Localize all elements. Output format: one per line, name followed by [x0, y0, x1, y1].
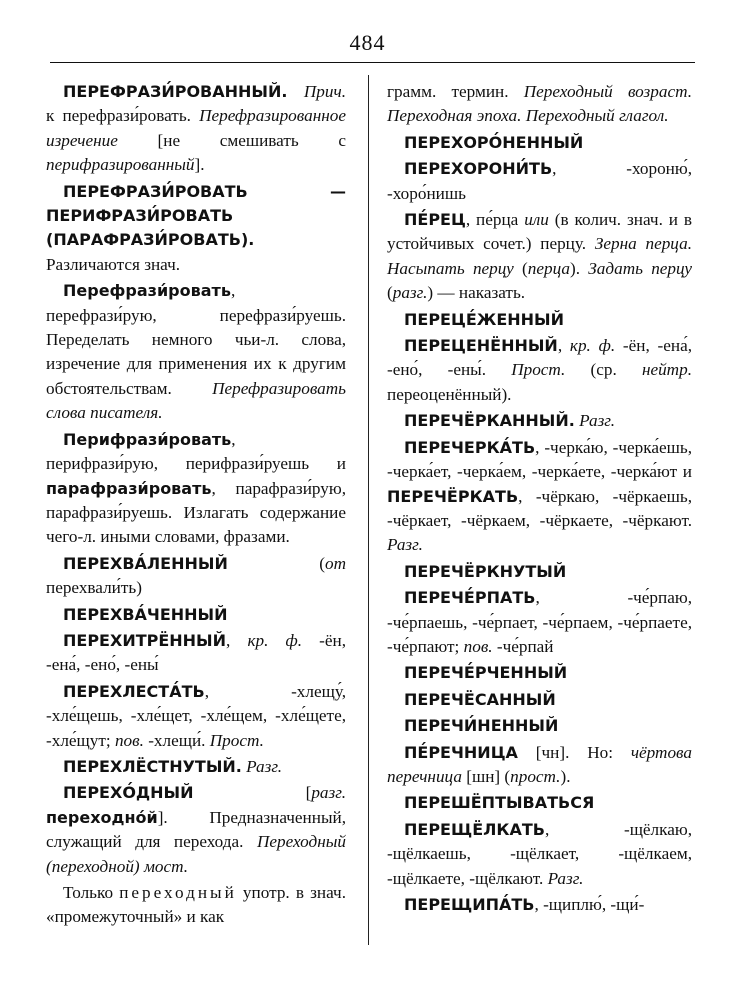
italic-text: кр. ф. [247, 630, 303, 650]
italic-text: Переходный возраст. Переходная эпоха. Переходный глагол. [387, 82, 692, 126]
entry-text: ]. Предназначенный, служащий для перехода. [46, 807, 346, 852]
italic-text: Прост. [209, 730, 264, 750]
headword: ПЕРЕХОРО́НЕННЫЙ [404, 132, 584, 152]
dictionary-entry [387, 560, 692, 584]
entry-text [287, 82, 303, 101]
italic-text: разг. [392, 283, 428, 303]
italic-text: прост. [510, 766, 561, 786]
entry-text: [чн]. Но: [517, 742, 631, 762]
headword: ПЕРЕХВА́ЛЕННЫЙ [63, 553, 228, 573]
dictionary-entry [387, 893, 692, 917]
dictionary-entry [387, 334, 692, 407]
right-column [387, 80, 692, 919]
headword: ПЕРЕЩЁЛКАТЬ [404, 819, 545, 839]
entry-text: , [226, 630, 248, 650]
italic-text: нейтр. [641, 360, 692, 380]
italic-text: кр. ф. [569, 336, 616, 356]
headword: ПЕРЕЧЁРКАТЬ [387, 486, 519, 506]
dictionary-entry [46, 180, 346, 278]
headword: ПЕРЕХОРОНИ́ТЬ [404, 159, 553, 179]
headword: ПЕРЕЩИПА́ТЬ [404, 895, 535, 914]
italic-text: пов. [463, 636, 493, 656]
italic-text: чёртова перечница [387, 742, 692, 786]
header-rule [50, 62, 695, 63]
entry-text: (в колич. знач. и в устойчивых сочет.) перцу. [387, 210, 692, 254]
dictionary-entry [387, 741, 692, 790]
entry-text: , -хлещу́, -хле́щешь, -хле́щет, -хле́щем, -хле́щете, -хле́щут; [46, 681, 346, 750]
entry-text: , -че́рпаю, -че́рпаешь, -че́рпает, -че́рпаем, -че́рпаете, -че́рпают; [387, 588, 692, 656]
dictionary-entry [46, 428, 346, 550]
dictionary-entry [387, 80, 692, 129]
entry-text: -ён, -ена́, -ено́, -ены́ [46, 630, 346, 675]
page-number: 484 [349, 30, 386, 55]
entry-text: грамм. термин. [387, 82, 524, 101]
dictionary-entry [46, 680, 346, 753]
headword: ПЕ́РЕЧНИЦА [404, 742, 518, 762]
dictionary-entry [46, 552, 346, 601]
dictionary-entry [387, 157, 692, 206]
headword: ПЕРЕЦЕНЁННЫЙ [404, 336, 558, 356]
headword: ПЕРЕШЁПТЫВАТЬСЯ [404, 793, 595, 813]
entry-text: употр. в знач. «промежуточный» и как [46, 883, 346, 927]
italic-text: Перефразированное изречение [46, 106, 346, 150]
entry-text: ( [513, 258, 528, 278]
entry-text: Различаются знач. [46, 254, 181, 274]
headword: ПЕРЕХВА́ЧЕННЫЙ [63, 604, 228, 624]
italic-text: или [524, 210, 549, 230]
headword: ПЕРЕЦЕ́ЖЕННЫЙ [404, 309, 565, 329]
entry-text: , перефрази́рую, перефрази́руешь. Переделать немного чьи-л. слова, изречение для применения их к другим обстоятельствам. [46, 281, 346, 398]
italic-text: Прост. [511, 360, 566, 380]
headword: ПЕРЕХО́ДНЫЙ [63, 783, 194, 803]
entry-text: ) — наказать. [427, 283, 526, 303]
entry-text: , -хороню́, -хоро́нишь [387, 159, 692, 203]
headword: ПЕРЕЧЕ́РЧЕННЫЙ [404, 663, 568, 683]
entry-text: ]. [194, 155, 205, 175]
dictionary-entry [387, 208, 692, 306]
dictionary-entry [387, 791, 692, 815]
italic-text: Зерна перца. Насыпать перцу [387, 234, 692, 278]
entry-text: [не смешивать с [117, 130, 346, 150]
column-divider [368, 75, 369, 945]
dictionary-entry [387, 818, 692, 891]
italic-text: Разг. [387, 535, 423, 555]
headword: ПЕ́РЕЦ [404, 210, 466, 230]
entry-text: , -чёркаю, -чёркаешь, -чёркает, -чёркаем, -чёркаете, -чёркают. [387, 486, 692, 530]
headword: переходно́й [46, 807, 158, 827]
entry-text: Только [63, 883, 120, 902]
entry-text: к перефрази́ровать. [46, 106, 200, 126]
entry-text: , -щёлкаю, -щёлкаешь, -щёлкает, -щёлкаем, -щёлкаете, -щёлкают. [387, 819, 692, 888]
dictionary-entry [46, 603, 346, 627]
dictionary-entry [46, 881, 346, 930]
italic-text: Переходный (переходной) мост. [46, 832, 346, 876]
headword: Перифрази́ровать [63, 429, 232, 449]
italic-text: Разг. [246, 756, 283, 776]
entry-text: , -черка́ю, -черка́ешь, -черка́ет, -черка́ем, -черка́ете, -черка́ют и [387, 437, 692, 482]
italic-text: пов. [114, 730, 144, 750]
entry-text: -ён, -ена́, -ено́, -ены́. [387, 336, 693, 380]
entry-text: переходный [119, 883, 237, 902]
entry-text: , пе́рца [465, 210, 525, 230]
dictionary-entry [387, 409, 692, 433]
entry-text: ( [227, 553, 325, 573]
dictionary-entry [46, 80, 346, 178]
headword: ПЕРЕЧЁРКАННЫЙ. [404, 411, 575, 431]
italic-text: разг. [311, 783, 346, 803]
entry-text: , перифрази́рую, перифрази́руешь и [46, 429, 346, 474]
entry-text: [шн] ( [461, 766, 511, 786]
headword: ПЕРЕФРАЗИ́РОВАТЬ — ПЕРИФРАЗИ́РОВАТЬ (ПАРАФРАЗИ́РОВАТЬ). [46, 181, 346, 250]
dictionary-entry [387, 131, 692, 155]
entry-text: , парафрази́рую, парафрази́руешь. Излагать содержание чего-л. иными словами, фразами. [46, 478, 346, 547]
headword: ПЕРЕХИТРЁННЫЙ [63, 630, 227, 650]
left-column [46, 80, 346, 932]
entry-text: ( [387, 283, 393, 303]
headword: ПЕРЕЧЁСАННЫЙ [404, 689, 556, 709]
entry-text: ). [560, 766, 571, 786]
dictionary-entry [46, 781, 346, 879]
italic-text: перца [527, 258, 570, 278]
dictionary-entry [387, 436, 692, 558]
dictionary-entry [46, 755, 346, 779]
entry-text: -хлещи́. [143, 730, 210, 750]
dictionary-entry [387, 714, 692, 738]
headword: ПЕРЕЧЕ́РПАТЬ [404, 588, 536, 608]
italic-text: от [324, 553, 346, 573]
italic-text: Задать перцу [588, 258, 692, 278]
italic-text: Прич. [303, 82, 346, 101]
dictionary-entry [387, 586, 692, 659]
italic-text: Разг. [579, 411, 616, 431]
entry-text: , -щиплю́, -щи́- [534, 895, 645, 914]
dictionary-entry [46, 629, 346, 678]
italic-text: Разг. [547, 868, 584, 888]
entry-text: перехвали́ть) [46, 578, 142, 598]
headword: ПЕРЕЧЕРКА́ТЬ [404, 437, 536, 457]
entry-text: (ср. [565, 360, 642, 380]
dictionary-entry [387, 688, 692, 712]
dictionary-entry [387, 308, 692, 332]
headword: Перефрази́ровать [63, 281, 231, 301]
entry-text: -че́рпай [492, 636, 554, 656]
entry-text: переоценённый). [387, 384, 512, 404]
dictionary-entry [46, 279, 346, 425]
entry-text: [ [193, 783, 312, 803]
dictionary-entry [387, 661, 692, 685]
headword: ПЕРЕФРАЗИ́РОВАННЫЙ. [63, 82, 288, 101]
headword: ПЕРЕХЛЁСТНУТЫЙ. [63, 756, 242, 776]
headword: ПЕРЕХЛЕСТА́ТЬ [63, 681, 205, 701]
headword: ПЕРЕЧЁРКНУТЫЙ [404, 561, 567, 581]
headword: парафрази́ровать [46, 478, 212, 498]
italic-text: Перефразировать слова писателя. [46, 378, 346, 423]
entry-text: ). [570, 258, 589, 278]
entry-text: , [557, 336, 570, 356]
headword: ПЕРЕЧИ́НЕННЫЙ [404, 716, 559, 736]
italic-text: перифразированный [46, 155, 195, 175]
